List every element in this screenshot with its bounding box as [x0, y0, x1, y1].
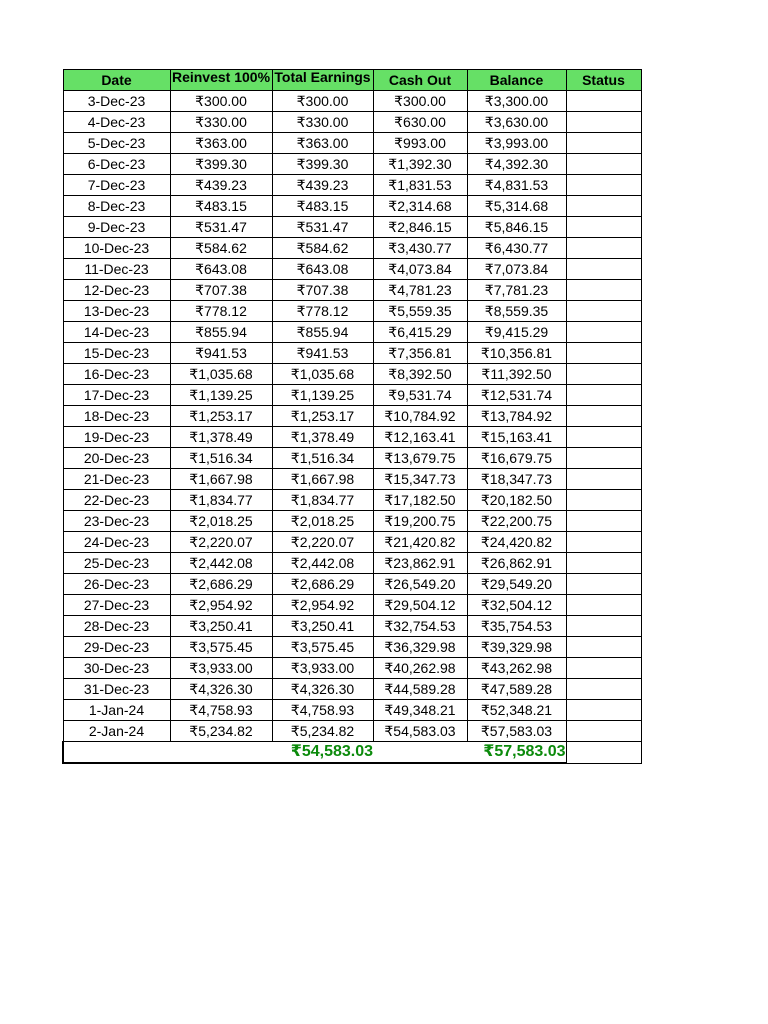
cell-status[interactable] [566, 469, 641, 490]
total-earnings-sum[interactable]: ₹54,583.03 [272, 742, 373, 764]
cell-status[interactable] [566, 616, 641, 637]
cell-total-earnings[interactable]: ₹483.15 [272, 196, 373, 217]
cell-total-earnings[interactable]: ₹1,516.34 [272, 448, 373, 469]
header-reinvest-label: Reinvest 100% [171, 69, 271, 85]
cell-status[interactable] [566, 721, 641, 742]
cell-total-earnings[interactable]: ₹2,220.07 [272, 532, 373, 553]
table-row [63, 280, 641, 301]
table-row [63, 196, 641, 217]
cell-cash-out[interactable]: ₹630.00 [373, 112, 467, 133]
table-row [63, 448, 641, 469]
cell-balance[interactable]: ₹8,559.35 [467, 301, 566, 322]
cell-reinvest[interactable]: ₹300.00 [170, 91, 272, 112]
cell-status[interactable] [566, 406, 641, 427]
cell-total-earnings[interactable]: ₹643.08 [272, 259, 373, 280]
cell-reinvest[interactable]: ₹330.00 [170, 112, 272, 133]
cell-cash-out[interactable]: ₹7,356.81 [373, 343, 467, 364]
cell-reinvest[interactable]: ₹941.53 [170, 343, 272, 364]
cell-status[interactable] [566, 280, 641, 301]
cell-reinvest[interactable]: ₹5,234.82 [170, 721, 272, 742]
cell-total-earnings[interactable]: ₹2,442.08 [272, 553, 373, 574]
cell-balance[interactable]: ₹7,781.23 [467, 280, 566, 301]
cell-status[interactable] [566, 364, 641, 385]
table-row [63, 217, 641, 238]
table-row [63, 427, 641, 448]
table-row [63, 574, 641, 595]
cell-reinvest[interactable]: ₹2,954.92 [170, 595, 272, 616]
cell-reinvest[interactable]: ₹1,378.49 [170, 427, 272, 448]
cell-balance[interactable]: ₹6,430.77 [467, 238, 566, 259]
cell-cash-out[interactable]: ₹6,415.29 [373, 322, 467, 343]
cell-total-earnings[interactable]: ₹584.62 [272, 238, 373, 259]
table-row [63, 406, 641, 427]
cell-cash-out[interactable]: ₹4,073.84 [373, 259, 467, 280]
cell-reinvest[interactable]: ₹707.38 [170, 280, 272, 301]
cell-date[interactable]: 29-Dec-23 [63, 637, 170, 658]
table-row [63, 385, 641, 406]
cell-reinvest[interactable]: ₹2,686.29 [170, 574, 272, 595]
cell-date[interactable]: 16-Dec-23 [63, 364, 170, 385]
cell-reinvest[interactable]: ₹1,035.68 [170, 364, 272, 385]
table-row [63, 364, 641, 385]
cell-total-earnings[interactable]: ₹707.38 [272, 280, 373, 301]
totals-empty-date[interactable] [63, 742, 170, 764]
cell-total-earnings[interactable]: ₹4,758.93 [272, 700, 373, 721]
cell-status[interactable] [566, 217, 641, 238]
cell-total-earnings[interactable]: ₹363.00 [272, 133, 373, 154]
cell-balance[interactable]: ₹12,531.74 [467, 385, 566, 406]
cell-balance[interactable]: ₹22,200.75 [467, 511, 566, 532]
cell-cash-out[interactable]: ₹26,549.20 [373, 574, 467, 595]
balance-sum[interactable]: ₹57,583.03 [467, 742, 566, 764]
cell-status[interactable] [566, 385, 641, 406]
cell-reinvest[interactable]: ₹439.23 [170, 175, 272, 196]
cell-total-earnings[interactable]: ₹399.30 [272, 154, 373, 175]
earnings-table [62, 69, 642, 764]
table-row [63, 658, 641, 679]
cell-cash-out[interactable]: ₹29,504.12 [373, 595, 467, 616]
cell-status[interactable] [566, 196, 641, 217]
cell-reinvest[interactable]: ₹855.94 [170, 322, 272, 343]
cell-status[interactable] [566, 574, 641, 595]
cell-date[interactable]: 4-Dec-23 [63, 112, 170, 133]
cell-balance[interactable]: ₹18,347.73 [467, 469, 566, 490]
cell-reinvest[interactable]: ₹1,139.25 [170, 385, 272, 406]
cell-reinvest[interactable]: ₹483.15 [170, 196, 272, 217]
cell-date[interactable]: 2-Jan-24 [63, 721, 170, 742]
cell-total-earnings[interactable]: ₹2,686.29 [272, 574, 373, 595]
cell-date[interactable]: 31-Dec-23 [63, 679, 170, 700]
table-row [63, 154, 641, 175]
cell-balance[interactable]: ₹7,073.84 [467, 259, 566, 280]
cell-status[interactable] [566, 301, 641, 322]
cell-balance[interactable]: ₹32,504.12 [467, 595, 566, 616]
cell-cash-out[interactable]: ₹2,314.68 [373, 196, 467, 217]
cell-total-earnings[interactable]: ₹2,954.92 [272, 595, 373, 616]
cell-total-earnings[interactable]: ₹2,018.25 [272, 511, 373, 532]
cell-date[interactable]: 11-Dec-23 [63, 259, 170, 280]
cell-reinvest[interactable]: ₹3,575.45 [170, 637, 272, 658]
cell-total-earnings[interactable]: ₹330.00 [272, 112, 373, 133]
cell-total-earnings[interactable]: ₹1,834.77 [272, 490, 373, 511]
cell-date[interactable]: 13-Dec-23 [63, 301, 170, 322]
cell-date[interactable]: 9-Dec-23 [63, 217, 170, 238]
cell-reinvest[interactable]: ₹363.00 [170, 133, 272, 154]
cell-status[interactable] [566, 175, 641, 196]
table-row [63, 721, 641, 742]
cell-cash-out[interactable]: ₹3,430.77 [373, 238, 467, 259]
table-row [63, 91, 641, 112]
cell-reinvest[interactable]: ₹4,326.30 [170, 679, 272, 700]
cell-date[interactable]: 26-Dec-23 [63, 574, 170, 595]
cell-date[interactable]: 12-Dec-23 [63, 280, 170, 301]
cell-date[interactable]: 21-Dec-23 [63, 469, 170, 490]
cell-date[interactable]: 8-Dec-23 [63, 196, 170, 217]
cell-total-earnings[interactable]: ₹531.47 [272, 217, 373, 238]
table-row [63, 259, 641, 280]
cell-date[interactable]: 28-Dec-23 [63, 616, 170, 637]
cell-status[interactable] [566, 679, 641, 700]
cell-cash-out[interactable]: ₹2,846.15 [373, 217, 467, 238]
cell-balance[interactable]: ₹24,420.82 [467, 532, 566, 553]
cell-status[interactable] [566, 91, 641, 112]
table-row [63, 616, 641, 637]
table-row [63, 301, 641, 322]
cell-status[interactable] [566, 133, 641, 154]
cell-reinvest[interactable]: ₹2,442.08 [170, 553, 272, 574]
cell-date[interactable]: 3-Dec-23 [63, 91, 170, 112]
table-row [63, 637, 641, 658]
cell-cash-out[interactable]: ₹17,182.50 [373, 490, 467, 511]
cell-reinvest[interactable]: ₹584.62 [170, 238, 272, 259]
cell-reinvest[interactable]: ₹3,250.41 [170, 616, 272, 637]
cell-date[interactable]: 19-Dec-23 [63, 427, 170, 448]
table-row [63, 343, 641, 364]
cell-total-earnings[interactable]: ₹1,035.68 [272, 364, 373, 385]
cell-status[interactable] [566, 490, 641, 511]
cell-status[interactable] [566, 511, 641, 532]
cell-cash-out[interactable]: ₹12,163.41 [373, 427, 467, 448]
cell-balance[interactable]: ₹3,630.00 [467, 112, 566, 133]
cell-balance[interactable]: ₹52,348.21 [467, 700, 566, 721]
cell-total-earnings[interactable]: ₹3,250.41 [272, 616, 373, 637]
header-reinvest[interactable] [170, 70, 272, 91]
cell-total-earnings[interactable]: ₹1,139.25 [272, 385, 373, 406]
cell-cash-out[interactable]: ₹993.00 [373, 133, 467, 154]
cell-balance[interactable]: ₹4,831.53 [467, 175, 566, 196]
cell-balance[interactable]: ₹11,392.50 [467, 364, 566, 385]
cell-cash-out[interactable]: ₹10,784.92 [373, 406, 467, 427]
cell-status[interactable] [566, 322, 641, 343]
cell-reinvest[interactable]: ₹1,516.34 [170, 448, 272, 469]
table-row [63, 679, 641, 700]
cell-date[interactable]: 7-Dec-23 [63, 175, 170, 196]
totals-row [63, 742, 641, 764]
cell-balance[interactable]: ₹13,784.92 [467, 406, 566, 427]
table-row [63, 490, 641, 511]
cell-date[interactable]: 6-Dec-23 [63, 154, 170, 175]
cell-cash-out[interactable]: ₹49,348.21 [373, 700, 467, 721]
cell-balance[interactable]: ₹5,314.68 [467, 196, 566, 217]
header-status[interactable]: Status [566, 70, 641, 91]
table-row [63, 112, 641, 133]
cell-total-earnings[interactable]: ₹855.94 [272, 322, 373, 343]
cell-cash-out[interactable]: ₹54,583.03 [373, 721, 467, 742]
cell-date[interactable]: 5-Dec-23 [63, 133, 170, 154]
cell-total-earnings[interactable]: ₹5,234.82 [272, 721, 373, 742]
table-row [63, 553, 641, 574]
cell-status[interactable] [566, 112, 641, 133]
cell-cash-out[interactable]: ₹1,831.53 [373, 175, 467, 196]
table-row [63, 700, 641, 721]
cell-balance[interactable]: ₹26,862.91 [467, 553, 566, 574]
cell-date[interactable]: 15-Dec-23 [63, 343, 170, 364]
cell-cash-out[interactable]: ₹19,200.75 [373, 511, 467, 532]
cell-balance[interactable]: ₹9,415.29 [467, 322, 566, 343]
cell-status[interactable] [566, 658, 641, 679]
cell-cash-out[interactable]: ₹9,531.74 [373, 385, 467, 406]
cell-balance[interactable]: ₹29,549.20 [467, 574, 566, 595]
cell-status[interactable] [566, 448, 641, 469]
cell-cash-out[interactable]: ₹5,559.35 [373, 301, 467, 322]
table-row [63, 532, 641, 553]
cell-reinvest[interactable]: ₹1,834.77 [170, 490, 272, 511]
header-total-earnings-label: Total Earnings [274, 69, 371, 85]
cell-reinvest[interactable]: ₹778.12 [170, 301, 272, 322]
cell-total-earnings[interactable]: ₹1,667.98 [272, 469, 373, 490]
cell-reinvest[interactable]: ₹4,758.93 [170, 700, 272, 721]
cell-total-earnings[interactable]: ₹4,326.30 [272, 679, 373, 700]
cell-cash-out[interactable]: ₹40,262.98 [373, 658, 467, 679]
cell-cash-out[interactable]: ₹32,754.53 [373, 616, 467, 637]
cell-status[interactable] [566, 427, 641, 448]
header-row [63, 70, 641, 91]
cell-status[interactable] [566, 637, 641, 658]
cell-cash-out[interactable]: ₹1,392.30 [373, 154, 467, 175]
cell-reinvest[interactable]: ₹1,253.17 [170, 406, 272, 427]
cell-total-earnings[interactable]: ₹1,378.49 [272, 427, 373, 448]
cell-balance[interactable]: ₹57,583.03 [467, 721, 566, 742]
cell-date[interactable]: 22-Dec-23 [63, 490, 170, 511]
cell-cash-out[interactable]: ₹4,781.23 [373, 280, 467, 301]
totals-empty-status[interactable] [566, 742, 641, 764]
cell-reinvest[interactable]: ₹2,220.07 [170, 532, 272, 553]
cell-status[interactable] [566, 259, 641, 280]
cell-date[interactable]: 27-Dec-23 [63, 595, 170, 616]
header-date[interactable]: Date [63, 70, 170, 91]
cell-reinvest[interactable]: ₹1,667.98 [170, 469, 272, 490]
cell-status[interactable] [566, 343, 641, 364]
cell-balance[interactable]: ₹3,993.00 [467, 133, 566, 154]
cell-balance[interactable]: ₹43,262.98 [467, 658, 566, 679]
cell-date[interactable]: 14-Dec-23 [63, 322, 170, 343]
cell-reinvest[interactable]: ₹3,933.00 [170, 658, 272, 679]
cell-balance[interactable]: ₹16,679.75 [467, 448, 566, 469]
cell-date[interactable]: 20-Dec-23 [63, 448, 170, 469]
cell-reinvest[interactable]: ₹531.47 [170, 217, 272, 238]
cell-balance[interactable]: ₹35,754.53 [467, 616, 566, 637]
header-cash-out[interactable]: Cash Out [373, 70, 467, 91]
cell-cash-out[interactable]: ₹36,329.98 [373, 637, 467, 658]
cell-status[interactable] [566, 553, 641, 574]
cell-total-earnings[interactable]: ₹778.12 [272, 301, 373, 322]
cell-balance[interactable]: ₹20,182.50 [467, 490, 566, 511]
header-total-earnings[interactable] [272, 70, 373, 91]
cell-balance[interactable]: ₹5,846.15 [467, 217, 566, 238]
cell-date[interactable]: 24-Dec-23 [63, 532, 170, 553]
totals-empty-reinvest[interactable] [170, 742, 272, 764]
cell-total-earnings[interactable]: ₹439.23 [272, 175, 373, 196]
cell-balance[interactable]: ₹10,356.81 [467, 343, 566, 364]
cell-date[interactable]: 23-Dec-23 [63, 511, 170, 532]
cell-total-earnings[interactable]: ₹3,575.45 [272, 637, 373, 658]
cell-cash-out[interactable]: ₹44,589.28 [373, 679, 467, 700]
cell-balance[interactable]: ₹15,163.41 [467, 427, 566, 448]
table-row [63, 238, 641, 259]
cell-reinvest[interactable]: ₹643.08 [170, 259, 272, 280]
cell-cash-out[interactable]: ₹300.00 [373, 91, 467, 112]
cell-balance[interactable]: ₹3,300.00 [467, 91, 566, 112]
cell-date[interactable]: 17-Dec-23 [63, 385, 170, 406]
cell-date[interactable]: 18-Dec-23 [63, 406, 170, 427]
cell-total-earnings[interactable]: ₹300.00 [272, 91, 373, 112]
header-balance[interactable]: Balance [467, 70, 566, 91]
cell-date[interactable]: 1-Jan-24 [63, 700, 170, 721]
cell-balance[interactable]: ₹39,329.98 [467, 637, 566, 658]
cell-balance[interactable]: ₹4,392.30 [467, 154, 566, 175]
cell-total-earnings[interactable]: ₹941.53 [272, 343, 373, 364]
cell-cash-out[interactable]: ₹13,679.75 [373, 448, 467, 469]
table-row [63, 175, 641, 196]
totals-empty-cash[interactable] [373, 742, 467, 764]
cell-reinvest[interactable]: ₹2,018.25 [170, 511, 272, 532]
cell-cash-out[interactable]: ₹15,347.73 [373, 469, 467, 490]
cell-status[interactable] [566, 238, 641, 259]
table-row [63, 469, 641, 490]
table-row [63, 322, 641, 343]
cell-reinvest[interactable]: ₹399.30 [170, 154, 272, 175]
cell-status[interactable] [566, 595, 641, 616]
cell-cash-out[interactable]: ₹21,420.82 [373, 532, 467, 553]
cell-balance[interactable]: ₹47,589.28 [467, 679, 566, 700]
table-body [63, 91, 641, 742]
table-row [63, 133, 641, 154]
cell-status[interactable] [566, 154, 641, 175]
cell-date[interactable]: 25-Dec-23 [63, 553, 170, 574]
cell-status[interactable] [566, 532, 641, 553]
cell-date[interactable]: 10-Dec-23 [63, 238, 170, 259]
cell-total-earnings[interactable]: ₹3,933.00 [272, 658, 373, 679]
cell-cash-out[interactable]: ₹8,392.50 [373, 364, 467, 385]
table-row [63, 595, 641, 616]
cell-total-earnings[interactable]: ₹1,253.17 [272, 406, 373, 427]
table-row [63, 511, 641, 532]
cell-cash-out[interactable]: ₹23,862.91 [373, 553, 467, 574]
cell-status[interactable] [566, 700, 641, 721]
cell-date[interactable]: 30-Dec-23 [63, 658, 170, 679]
